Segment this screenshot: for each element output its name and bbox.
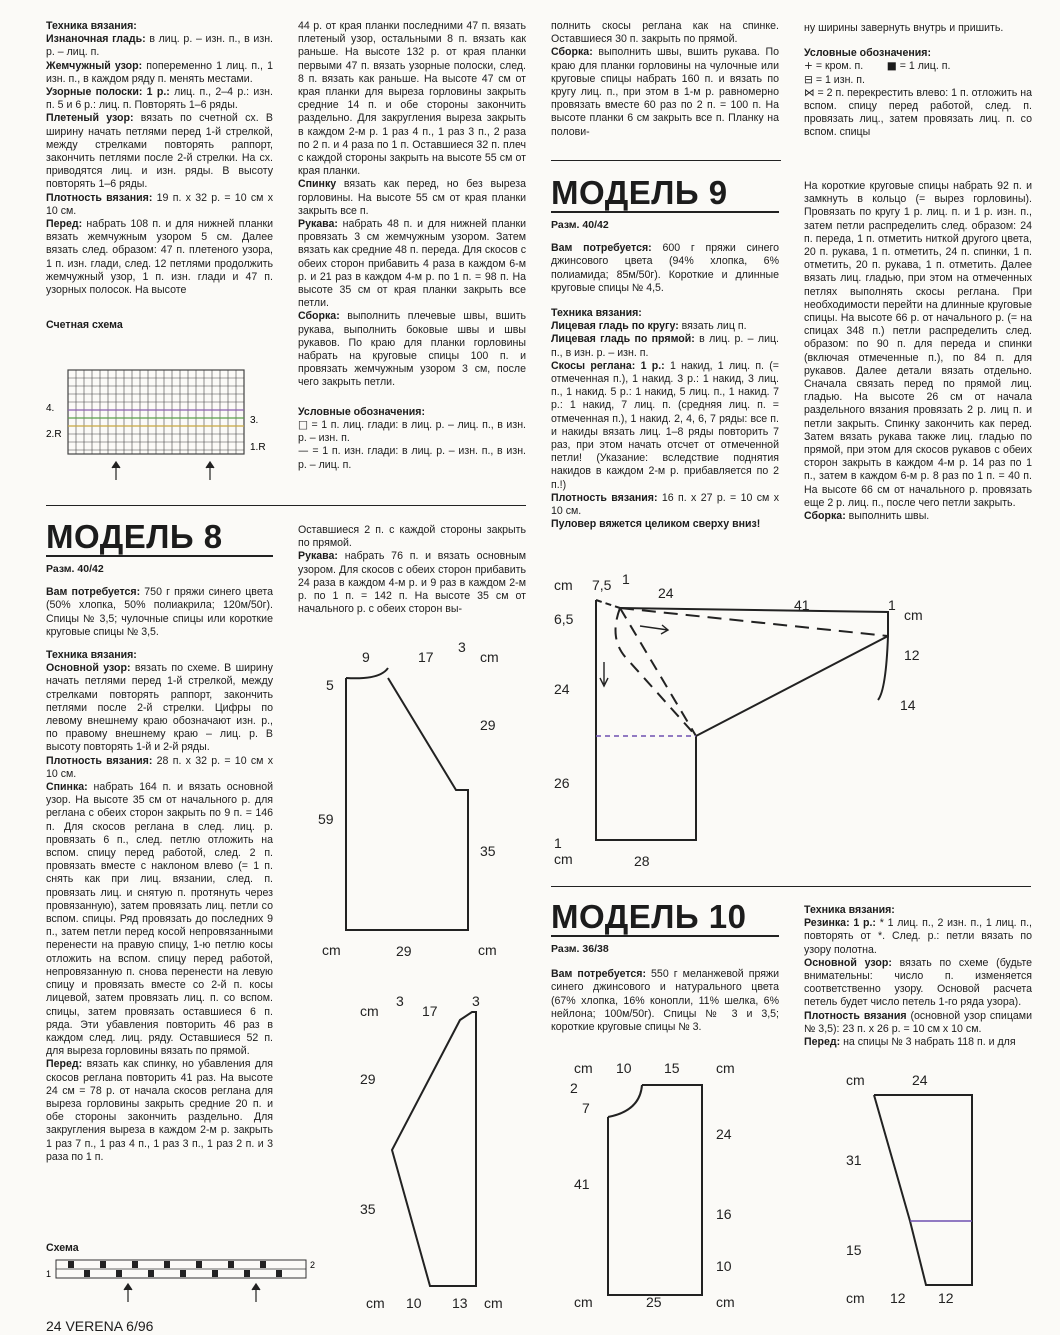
model8-scheme xyxy=(44,1256,324,1306)
dim-label: 16 xyxy=(716,1206,732,1222)
dim-label: 35 xyxy=(360,1201,376,1217)
dash-icon: — xyxy=(298,445,309,458)
dim-label: 59 xyxy=(318,811,334,827)
model8-left xyxy=(46,520,273,1164)
dim-label: 25 xyxy=(646,1294,662,1310)
legend-item: ⋈ = 2 п. перекрестить влево: 1 п. отложить на вспом. спицу перед работой, след. п. провязать лиц., затем провязать лиц. п. со вспом. спицы xyxy=(804,86,1032,139)
paragraph: Плотность вязания: 28 п. х 32 р. = 10 см х 10 см. xyxy=(46,754,274,780)
section-heading: Техника вязания: xyxy=(46,649,137,662)
model8-body-diagram xyxy=(300,640,510,965)
dim-label: 13 xyxy=(452,1295,468,1311)
model-title: МОДЕЛЬ 8 xyxy=(46,518,223,555)
paragraph: Плетеный узор: вязать по счетной сх. В ширину начать петлями перед 1-й стрелкой, между стрелками повторять раппорт, закончить петлями после 2-й стрелки. На сх. приводятся лиц. и изн. ряды. В высоту повторять 1–6 ряды. xyxy=(46,112,273,191)
paragraph: Лицевая гладь по кругу: вязать лиц п. xyxy=(551,320,747,333)
title-underline xyxy=(551,935,779,937)
dim-label: 24 xyxy=(554,681,570,697)
paragraph: Сборка: выполнить швы. xyxy=(804,510,930,523)
model10-left xyxy=(551,900,779,1034)
size-label: Разм. 36/38 xyxy=(551,943,609,955)
paragraph: Узорные полоски: 1 р.: лиц. п., 2–4 р.: изн. п. 5 и 6 р.: лиц. п. Повторять 1–6 ряды. xyxy=(46,86,273,112)
dim-label: 7 xyxy=(582,1100,590,1116)
paragraph: Плотность вязания: 19 п. х 32 р. = 10 см х 10 см. xyxy=(46,191,274,217)
dim-label: cm xyxy=(484,1295,503,1311)
paragraph: Изнаночная гладь: в лиц. р. – изн. п., в изн. р. – лиц. п. xyxy=(46,33,273,59)
paragraph: полнить скосы реглана как на спинке. Оставшиеся 30 п. закрыть по прямой. xyxy=(551,20,779,46)
dim-label: 1 xyxy=(554,835,562,851)
paragraph: Оставшиеся 2 п. с каждой стороны закрыть по прямой. xyxy=(298,524,526,550)
legend-title: Условные обозначения: xyxy=(804,47,931,60)
paragraph: Вам потребуется: 600 г пряжи синего джинсового цвета (94% хлопка, 6% полиамида; 85м/50г). Короткие и длинные круговые спицы № 4,5. xyxy=(551,242,779,294)
model10-body-diagram xyxy=(560,1055,750,1325)
paragraph: Перед: на спицы № 3 набрать 118 п. и для xyxy=(804,1036,1016,1049)
model-title: МОДЕЛЬ 10 xyxy=(551,898,747,935)
paragraph: На короткие круговые спицы набрать 92 п. и замкнуть в кольцо (= вырез горловины). Провязать по кругу 1 р. лиц. п. и 1 р. изн. п., затем петли распределить след. образом: 24 п. переда, 1 п. отметить ниткой другого цвета, 20 п. рукава, 1 п. отметить, 24 п. спинки, 1 п. отметить, 20 п. рукава, 1 п. отметить. Далее вязать лиц. гладью, при этом на отмеченных петлях выполнять скосы реглана. При необходимости перейти на длинные круговые спицы. На высоте 66 р. от начального р. (= на спицах 348 п.) петли распределить след. образом: по 90 п. для переда и спинки (включая отмеченные п.), по 84 п. для рукавов. Далее детали вязать отдельно. Сначала связать перед по прямой лиц. гладью. На высоте 26 см от начала раздельного вязания провязать 2 р. лиц п. и петли закрыть. Спинку закончить как перед. Затем вязать рукава также лиц. гладью по прямой, при этом для скосов рукавов с обеих сторон закрыть в каждом 4-м р. 14 раз по 1 п., затем в каждом 6-м р. 8 раз по 1 п. = 40 п. На высоте 66 см от начального р. провязать еще 2 р. лиц. п., после чего петли закрыть. xyxy=(804,180,1032,509)
paragraph: Рукава: набрать 48 п. и для нижней планки провязать 3 см жемчужным узором. Затем вязать как средние 48 п. переда. Для скосов с обеих сторон прибавить 4 раза в каждом 6-м р. и 21 раз в каждом 4-м р. по 1 п. = 98 п. На высоте 35 см от края планки закрыть все петли. xyxy=(298,218,526,310)
model8-right xyxy=(298,524,526,616)
model9-pattern-diagram xyxy=(548,570,938,875)
paragraph: Пуловер вяжется целиком сверху вниз! xyxy=(551,518,761,531)
dim-label: cm xyxy=(366,1295,385,1311)
dim-label: 1 xyxy=(888,597,896,613)
cross-icon: ⋈ xyxy=(804,86,815,99)
paragraph: ну ширины завернуть внутрь и пришить. xyxy=(804,22,1004,34)
dim-label: cm xyxy=(478,942,497,958)
page-footer: 24 VERENA 6/96 xyxy=(46,1318,154,1334)
dim-label: 3 xyxy=(396,993,404,1009)
scheme-label-wrap xyxy=(46,1234,273,1255)
dim-label: cm xyxy=(904,607,923,623)
dim-label: cm xyxy=(716,1294,735,1310)
paragraph: Скосы реглана: 1 р.: 1 накид, 1 лиц. п. (= отмеченная п.), 1 накид. 3 р.: 1 накид, 3 лиц. п., 1 накид. 5 р.: 1 накид, 5 лиц. п., 1 накид. 7 р.: 1 накид, 7 лиц. п. (средняя лиц. п. = отмеченная п.), 1 накид. 2, 4, 6, 7 ряды: все п. и накиды вязать лиц. 1–8 ряды повторить 7 раз, при этом начать отсчет от отмеченной петли! (Указание: вследствие поднятия накидов в каждом 2-м р. прибавляется по 2 п.!) xyxy=(551,359,779,491)
chart-row-label: 3. xyxy=(250,415,259,426)
plus-icon: + xyxy=(804,60,813,73)
paragraph: Перед: вязать как спинку, но убавления для скосов реглана повторить 41 раз. На высоте 24 см = 78 р. от начала скосов реглана для выреза горловины закрыть средние 20 п. и обе стороны закончить раздельно. Для закругления выреза в каждом 2-м р. закрыть 1 раз 7 п., 1 раз 4 п., 1 раз 3 п., 1 раз 2 п. и 3 раза по 1 п. xyxy=(46,1058,273,1163)
model10-sleeve-diagram xyxy=(840,1065,1040,1315)
chart-label: Счетная схема xyxy=(46,319,123,332)
scheme-row-label: 1 xyxy=(46,1269,52,1279)
model9-right xyxy=(804,180,1032,523)
square-icon: □ xyxy=(298,418,309,431)
chart-row-label: 2.R xyxy=(46,429,62,440)
dim-label: 14 xyxy=(900,697,916,713)
paragraph: Спинка: набрать 164 п. и вязать основной узор. На высоте 35 см от начального р. для реглана с обеих сторон закрыть по 9 п. = 146 п. Для скосов реглана в след. лиц. р. провязать 6 п., след. петлю отложить на вспом. спицу перед работой, след. 2 п. провязать вместе с наклоном влево (= 1 п. снять как при лиц. вязании, след. п. провязать лиц. и снятую п. протянуть через провязанную), затем провязать лиц. петли со вспом. спицы. Ряд провязать до последних 9 п., затем петли перед косой непровязанными перенести на правую спицу, 1-ю петлю косы отложить на вспом. спицу перед работой, непровязанную п. снова перенести на левую спицу и провязать вместе со 2-й п. косы лицевой, затем провязать лиц. п. со вспом. спицы, затем провязать оставшиеся 6 п. ряда. Эти убавления повторить 46 раз в каждом след. лиц. ряду. Оставшиеся 52 п. для выреза горловины вязать по прямой. xyxy=(46,781,273,1058)
divider xyxy=(46,505,526,506)
col1-text xyxy=(46,20,273,332)
legend-item: ⊟ = 1 изн. п. xyxy=(804,73,865,86)
paragraph: 44 р. от края планки последними 47 п. вязать плетеный узор, остальными 8 п. вязать как раньше. На высоте 132 р. от края планки первыми 47 п. вязать узорные полоски, след. 8 п. вязать как раньше. На высоте 47 см от края планки для выреза горловины закрыть средние 14 п. и обе стороны закончить раздельно. Для закругления выреза закрыть в каждом 2-м р. 1 раз 4 п., 1 раз 3 п., 2 раза по 2 п. и 4 раза по 1 п. Оставшиеся 32 п. плеч с каждой стороны закрыть на высоте 55 см от края планки. xyxy=(298,20,526,178)
dim-label: 10 xyxy=(616,1060,632,1076)
paragraph: Рукава: набрать 76 п. и вязать основным узором. Для скосов с обеих сторон прибавить 24 раза в каждом 4-м р. и 9 раз в каждом 2-м р. по 1 п. = 142 п. На высоте 35 см от начального р. с обеих сторон вы- xyxy=(298,550,526,616)
col2-text xyxy=(298,20,526,472)
dim-label: 29 xyxy=(360,1071,376,1087)
scheme-row-label: 2 xyxy=(310,1260,316,1270)
dim-label: 9 xyxy=(362,649,370,665)
dim-label: 6,5 xyxy=(554,611,574,627)
title-underline xyxy=(551,211,779,213)
model-title: МОДЕЛЬ 9 xyxy=(551,174,728,211)
dim-label: cm xyxy=(554,851,573,867)
dim-label: cm xyxy=(574,1294,593,1310)
dim-label: 10 xyxy=(716,1258,732,1274)
legend-item: + = кром. п. ■ = 1 лиц. п. xyxy=(804,60,951,73)
model9-left xyxy=(551,176,779,531)
legend-item: □ = 1 п. лиц. глади: в лиц. р. – лиц. п., в изн. р. – изн. п. xyxy=(298,418,526,445)
dim-label: 28 xyxy=(634,853,650,869)
scheme-label: Схема xyxy=(46,1242,79,1254)
dim-label: 17 xyxy=(418,649,434,665)
counting-chart xyxy=(44,362,279,482)
size-label: Разм. 40/42 xyxy=(551,219,609,231)
model8-sleeve-diagram xyxy=(352,990,512,1315)
dim-label: cm xyxy=(360,1003,379,1019)
dim-label: 24 xyxy=(912,1072,928,1088)
paragraph: Перед: набрать 108 п. и для нижней планки вязать жемчужным узором 5 см. Далее вязать след. образом: 47 п. плетеного узора, 1 п. изн. глади, след. 12 петлями продолжить жемчужный узор, 1 п. изн. глади и 47 п. узорных полосок. На высоте xyxy=(46,218,273,297)
dim-label: 15 xyxy=(664,1060,680,1076)
paragraph: Сборка: выполнить швы, вшить рукава. По краю для планки горловины на чулочные или круговые спицы набрать 160 п. и вязать по кругу лиц. п., при этом в 1-м р. равномерно провязать вместе 60 раз по 2 п. = 100 п. На высоте планки 6 см закрыть все п. Планку на полови- xyxy=(551,46,779,138)
section-heading: Техника вязания: xyxy=(551,307,642,320)
dim-label: 3 xyxy=(458,640,466,655)
dim-label: 10 xyxy=(406,1295,422,1311)
model10-right xyxy=(804,904,1032,1049)
dim-label: 26 xyxy=(554,775,570,791)
paragraph: Плотность вязания: 16 п. х 27 р. = 10 см х 10 см. xyxy=(551,491,779,518)
paragraph: Вам потребуется: 750 г пряжи синего цвета (50% хлопка, 50% полиакрила; 120м/50г). Спицы № 3,5; чулочные спицы или короткие круговые спицы № 3,5. xyxy=(46,586,273,638)
chart-row-label: 4. xyxy=(46,403,55,414)
section-heading: Техника вязания: xyxy=(804,904,895,916)
paragraph: Основной узор: вязать по схеме (будьте внимательны: число п. изменяется соответственно узору. Основой расчета петель будет число петель 1-го ряда узора). xyxy=(804,956,1032,1009)
dim-label: cm xyxy=(846,1290,865,1306)
dim-label: 31 xyxy=(846,1152,862,1168)
chart-row-label: 1.R xyxy=(250,442,266,453)
dim-label: cm xyxy=(480,649,499,665)
title-underline xyxy=(46,555,273,557)
dim-label: 41 xyxy=(794,597,810,613)
col4-top xyxy=(804,22,1032,140)
dim-label: cm xyxy=(846,1072,865,1088)
dim-label: 12 xyxy=(938,1290,954,1306)
col3-top xyxy=(551,20,779,139)
dim-label: 12 xyxy=(890,1290,906,1306)
dim-label: 29 xyxy=(396,943,412,959)
divider xyxy=(551,160,781,161)
paragraph: Основной узор: вязать по схеме. В ширину начать петлями перед 1-й стрелкой, между стрелками повторять раппорт, закончить петлями после 2-й стрелки. Цифры по левому внешнему краю обозначают изн. р., по правому внешнему краю – лиц. р. В высоту повторять 1-й и 2-й ряды. xyxy=(46,662,273,754)
dim-label: 7,5 xyxy=(592,577,612,593)
dim-label: 24 xyxy=(716,1126,732,1142)
dim-label: 41 xyxy=(574,1176,590,1192)
size-label: Разм. 40/42 xyxy=(46,563,104,575)
dim-label: cm xyxy=(322,942,341,958)
dim-label: 3 xyxy=(472,993,480,1009)
paragraph: Жемчужный узор: попеременно 1 лиц. п., 1 изн. п., в каждом ряду п. менять местами. xyxy=(46,59,273,85)
dim-label: cm xyxy=(554,577,573,593)
dim-label: cm xyxy=(574,1060,593,1076)
dim-label: 35 xyxy=(480,843,496,859)
dim-label: 17 xyxy=(422,1003,438,1019)
legend-item: — = 1 п. изн. глади: в лиц. р. – изн. п., в изн. р. – лиц. п. xyxy=(298,445,526,471)
divider xyxy=(551,886,1031,887)
dim-label: 2 xyxy=(570,1080,578,1096)
legend-title: Условные обозначения: xyxy=(298,405,425,418)
paragraph: Спинку вязать как перед, но без выреза горловины. На высоте 55 см от края планки закрыть все п. xyxy=(298,178,526,217)
dim-label: 24 xyxy=(658,585,674,601)
filled-square-icon: ■ xyxy=(886,60,897,73)
dim-label: 29 xyxy=(480,717,496,733)
minus-box-icon: ⊟ xyxy=(804,73,813,86)
dim-label: 15 xyxy=(846,1242,862,1258)
paragraph: Сборка: выполнить плечевые швы, вшить рукава, выполнить боковые швы и швы рукавов. По краю для планки горловины набрать на круговые спицы 100 п. и провязать жемчужным узором 3 см, после чего закрыть петли. xyxy=(298,310,526,389)
paragraph: Лицевая гладь по прямой: в лиц. р. – лиц. п., в изн. р. – изн. п. xyxy=(551,333,779,359)
dim-label: 12 xyxy=(904,647,920,663)
section-heading: Техника вязания: xyxy=(46,20,137,32)
paragraph: Резинка: 1 р.: * 1 лиц. п., 2 изн. п., 1 лиц. п., повторять от *. След. р.: петли вязать по узору полотна. xyxy=(804,917,1032,956)
dim-label: 5 xyxy=(326,677,334,693)
dim-label: cm xyxy=(716,1060,735,1076)
dim-label: 1 xyxy=(622,571,630,587)
paragraph: Плотность вязания (основной узор спицами № 3,5): 23 п. х 26 р. = 10 см х 10 см. xyxy=(804,1009,1033,1035)
paragraph: Вам потребуется: 550 г меланжевой пряжи синего джинсового и натурального цвета (67% хлопка, 16% конопли, 11% шелка, 6% нейлона; 100м/50г). Спицы № 3 и 3,5; короткие круговые спицы № 3. xyxy=(551,968,779,1034)
